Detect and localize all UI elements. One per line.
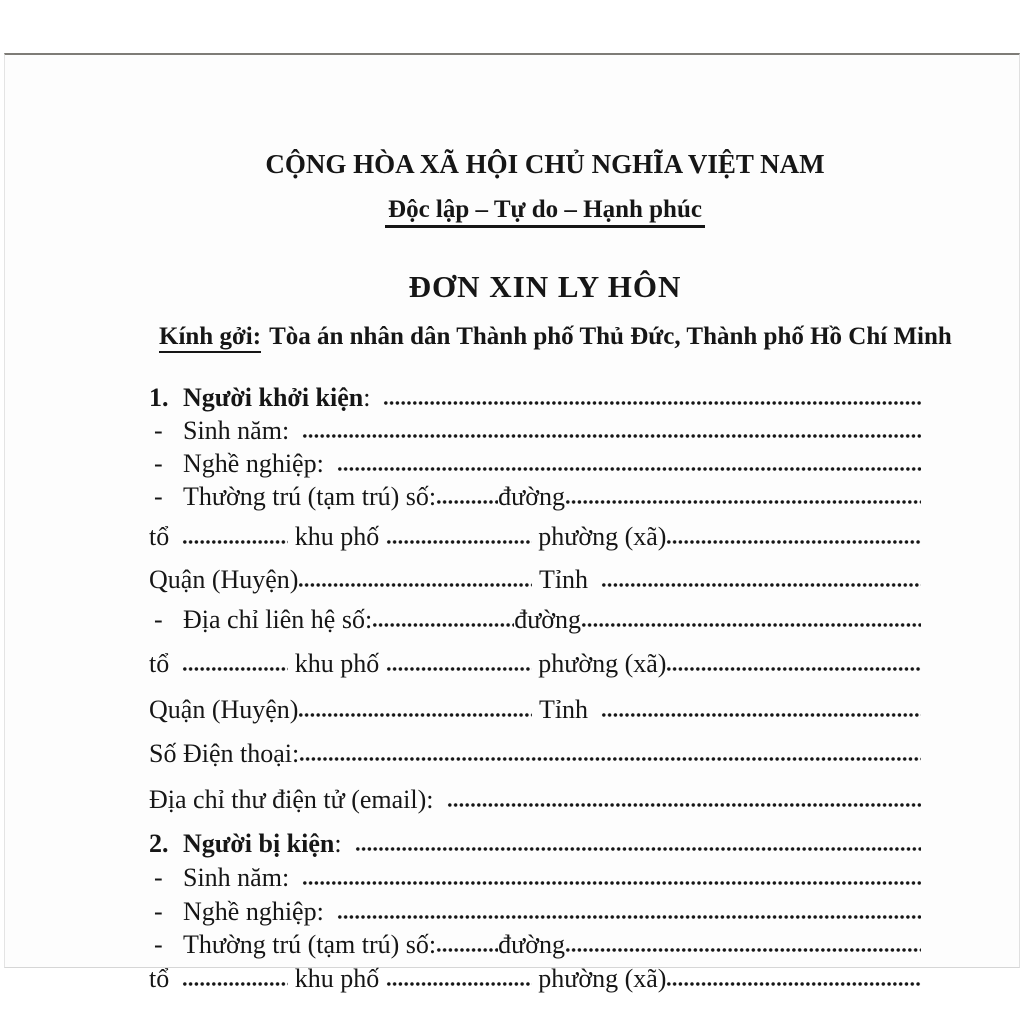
recipient-label: Kính gởi: [159, 323, 261, 353]
field-label: Tỉnh [532, 565, 602, 594]
form-line-plaintiff-district-province [149, 563, 921, 596]
form-line-defendant-group-block-clipped [149, 962, 921, 995]
dotted-fill [182, 666, 288, 672]
dotted-fill [565, 499, 921, 505]
form-line-plaintiff-residence [149, 480, 921, 513]
dotted-fill [601, 582, 921, 588]
dotted-fill [182, 539, 288, 545]
recipient-line [149, 321, 952, 353]
dotted-fill [298, 712, 532, 718]
field-label: Người khởi kiện [183, 383, 364, 412]
form-line-defendant-birth-year [149, 861, 921, 894]
list-marker: - [154, 930, 163, 959]
field-label: Quận (Huyện) [149, 565, 299, 594]
form-fields [149, 381, 921, 995]
dotted-fill [298, 582, 532, 588]
dotted-fill [447, 802, 922, 808]
national-motto-line-1: CỘNG HÒA XÃ HỘI CHỦ NGHĨA VIỆT NAM [265, 149, 825, 179]
dotted-fill [565, 947, 921, 953]
dotted-fill [601, 712, 921, 718]
form-line-plaintiff-group-block [149, 520, 921, 553]
field-label: : [363, 383, 384, 412]
form-line-plaintiff-occupation [149, 447, 921, 480]
form-line-defendant-occupation [149, 895, 921, 928]
dotted-fill [386, 539, 532, 545]
dotted-fill [666, 981, 921, 987]
national-motto-underlined-text: Độc lập – Tự do – Hạnh phúc [385, 196, 705, 228]
dotted-fill [337, 466, 921, 472]
dotted-fill [302, 433, 921, 439]
field-label: Địa chỉ liên hệ số: [183, 605, 373, 634]
field-label: Nghề nghiệp: [183, 449, 337, 478]
form-line-contact-group-block [149, 647, 921, 680]
list-marker: - [154, 897, 163, 926]
field-label: tổ [149, 522, 183, 551]
field-label: Tỉnh [532, 695, 602, 724]
field-label: Nghề nghiệp: [183, 897, 337, 926]
dotted-fill [182, 981, 288, 987]
document-title: ĐƠN XIN LY HÔN [408, 269, 682, 304]
field-label: tổ [149, 964, 183, 993]
field-label: phường (xã) [531, 649, 667, 678]
dotted-fill [666, 539, 921, 545]
field-label: đường [498, 482, 565, 511]
dotted-fill [302, 880, 921, 886]
field-label: khu phố [288, 522, 386, 551]
field-label: khu phố [288, 649, 386, 678]
document-page [4, 53, 1020, 993]
form-line-plaintiff-birth-year [149, 414, 921, 447]
field-label: tổ [149, 649, 183, 678]
form-line-plaintiff [149, 381, 921, 414]
dotted-fill [666, 666, 921, 672]
field-label: Sinh năm: [183, 863, 303, 892]
field-label: Thường trú (tạm trú) số: [183, 930, 437, 959]
list-marker: - [154, 605, 163, 634]
form-line-defendant [149, 827, 921, 860]
field-label: Người bị kiện [183, 829, 335, 858]
list-marker: 1. [149, 383, 169, 412]
dotted-fill [436, 499, 498, 505]
field-label: phường (xã) [531, 964, 667, 993]
form-line-phone-number [149, 737, 921, 770]
field-label: đường [498, 930, 565, 959]
form-line-email-address [149, 783, 921, 816]
dotted-fill [581, 622, 921, 628]
list-marker: - [154, 416, 163, 445]
form-line-contact-district-province [149, 693, 921, 726]
dotted-fill [386, 666, 532, 672]
dotted-fill [299, 756, 921, 762]
list-marker: - [154, 863, 163, 892]
form-line-plaintiff-contact-address [149, 603, 921, 636]
list-marker: 2. [149, 829, 169, 858]
dotted-fill [383, 400, 921, 406]
national-motto-line-2 [149, 193, 921, 227]
list-marker: - [154, 482, 163, 511]
dotted-fill [386, 981, 532, 987]
field-label: Thường trú (tạm trú) số: [183, 482, 437, 511]
field-label: phường (xã) [531, 522, 667, 551]
field-label: Địa chỉ thư điện tử (email): [149, 785, 447, 814]
field-label: Số Điện thoại: [149, 739, 300, 768]
field-label: Quận (Huyện) [149, 695, 299, 724]
recipient-value: Tòa án nhân dân Thành phố Thủ Đức, Thành phố Hồ Chí Minh [269, 323, 952, 350]
form-line-defendant-residence [149, 928, 921, 961]
list-marker: - [154, 449, 163, 478]
field-label: : [334, 829, 355, 858]
dotted-fill [372, 622, 514, 628]
field-label: khu phố [288, 964, 386, 993]
field-label: Sinh năm: [183, 416, 303, 445]
dotted-fill [436, 947, 498, 953]
field-label: đường [514, 605, 582, 634]
dotted-fill [337, 914, 921, 920]
dotted-fill [355, 846, 921, 852]
